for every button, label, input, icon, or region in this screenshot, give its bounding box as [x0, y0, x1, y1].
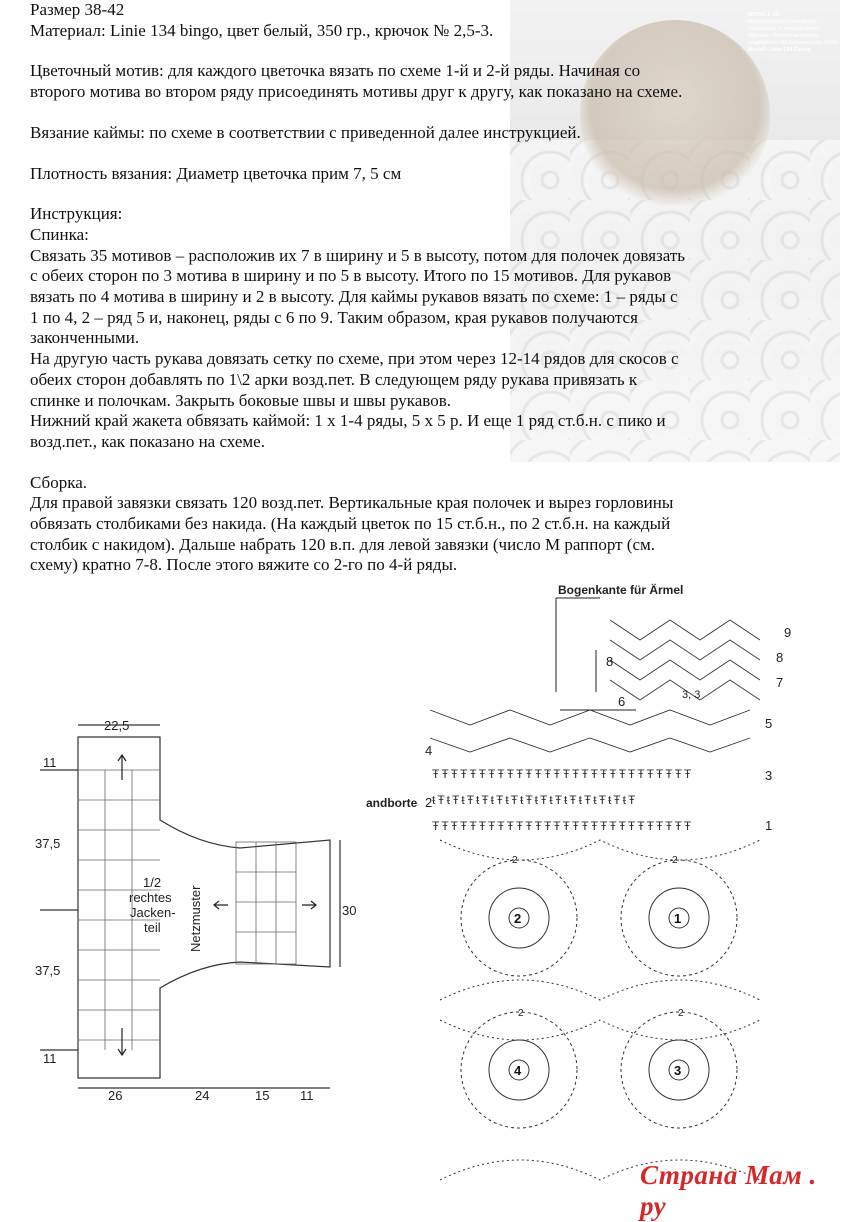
dim-bottom-w3: 15: [255, 1088, 270, 1103]
small-two-2: 2: [672, 855, 678, 866]
assembly-line-4: схему) кратно 7-8. После этого вяжите со 2-го по 4-й ряды.: [30, 555, 458, 575]
photo-caption-model: Modell: Linie 134 Candy: [748, 47, 811, 53]
sleeve-motif-grid: [236, 842, 296, 964]
size-line: Размер 38-42: [30, 0, 125, 19]
svg-text:ŧŦŧŦŧŦŧŦŧŦŧŦŧŦŧŦŧŦŧŦŧŦŧŦŧŦŧŦ: ŧŦŧŦŧŦŧŦŧŦŧŦŧŦŧŦŧŦŧŦŧŦŧŦŧŦŧŦ: [432, 793, 638, 807]
row-label-3: 3: [765, 768, 773, 783]
dim-bottom-height: 11: [43, 1051, 57, 1066]
back-line-3: вязать по 4 мотива в ширину и 2 в высоту. Для каймы рукавов вязать по схеме: 1 – ряды с: [30, 287, 678, 307]
dim-mid-height-2: 37,5: [35, 963, 61, 978]
motif-number-2: 2: [514, 911, 522, 926]
crochet-chart: [366, 582, 791, 1180]
row-marker-8: 8: [606, 654, 614, 669]
small-two-1: 2: [512, 855, 518, 866]
row-marker-6: 6: [618, 694, 626, 709]
site-watermark: Страна Мам . ру: [640, 1160, 817, 1221]
motif-line-1: Цветочный мотив: для каждого цветочка вязать по схеме 1-й и 2-й ряды. Начиная со: [30, 61, 641, 81]
jacket-label-2: rechtes: [129, 890, 172, 905]
svg-text:ŦŦŦŦŦŦŦŦŦŦŦŦŦŦŦŦŦŦŦŦŦŦŦŦŦŦŦŦ: ŦŦŦŦŦŦŦŦŦŦŦŦŦŦŦŦŦŦŦŦŦŦŦŦŦŦŦŦ: [432, 819, 694, 833]
back-line-5: законченными.: [30, 328, 140, 348]
back-title: Спинка:: [30, 224, 89, 244]
dim-bottom-w2: 24: [195, 1088, 210, 1103]
border-line: Вязание каймы: по схеме в соответствии с приведенной далее инструкцией.: [30, 122, 581, 142]
netz-label: Netzmuster: [188, 885, 203, 952]
row-label-9: 9: [784, 625, 792, 640]
assembly-title: Сборка.: [30, 472, 87, 492]
row-label-4: 4: [425, 743, 433, 758]
dim-top-width: 22,5: [104, 718, 130, 733]
small-two-3: 2: [518, 1008, 524, 1019]
row-label-1: 1: [765, 818, 773, 833]
bogen-label: Bogenkante für Ärmel: [558, 583, 684, 597]
photo-caption-text: Wunderschöne romantische Häkeljacke, in verschiedenen filigranen Mustern aufwändig gearbeitet in der Sommerfarbe Weiß.: [748, 19, 839, 46]
motif-number-4: 4: [514, 1063, 522, 1078]
dim-bottom-w1: 26: [108, 1088, 123, 1103]
stitch-rows: [432, 767, 693, 833]
edge-line-2: возд.пет., как показано на схеме.: [30, 431, 265, 451]
edge-line-1: Нижний край жакета обвязать каймой: 1 х 1-4 ряды, 5 х 5 р. И еще 1 ряд ст.б.н. с пико и: [30, 411, 666, 431]
rand-label: andborte: [366, 796, 418, 810]
row-label-7: 7: [776, 675, 784, 690]
sleeve-line-3: спинке и полочкам. Закрыть боковые швы и швы рукавов.: [30, 390, 451, 410]
row-label-2: 2: [425, 795, 433, 810]
row-label-5: 5: [765, 716, 773, 731]
back-line-2: с обеих сторон по 3 мотива в ширину и по 5 в высоту. Итого по 15 мотивов. Для рукавов: [30, 266, 672, 286]
sleeve-line-1: На другую часть рукава довязать сетку по схеме, при этом через 12-14 рядов для скосов с: [30, 349, 679, 369]
back-line-1: Связать 35 мотивов – расположив их 7 в ширину и 5 в высоту, потом для полочек довязать: [30, 245, 686, 265]
diagrams-area: [0, 580, 849, 1200]
row-label-8: 8: [776, 650, 784, 665]
assembly-line-1: Для правой завязки связать 120 возд.пет. Вертикальные края полочек и вырез горловины: [30, 493, 674, 513]
dim-top-height: 11: [43, 755, 57, 770]
dim-bottom-w4: 11: [300, 1088, 314, 1103]
motif-number-3: 3: [674, 1063, 682, 1078]
dim-mid-height-1: 37,5: [35, 836, 61, 851]
material-line: Материал: Linie 134 bingo, цвет белый, 350 гр., крючок № 2,5-3.: [30, 20, 494, 40]
sleeve-line-2: обеих сторон добавлять по 1\2 арки возд.пет. В следующем ряду рукава привязать к: [30, 369, 638, 389]
density-line: Плотность вязания: Диаметр цветочка прим 7, 5 см: [30, 163, 402, 183]
motif-line-2: второго мотива во втором ряду присоединять мотивы друг к другу, как показано на схеме.: [30, 82, 683, 102]
fan-rows: [430, 620, 760, 752]
small-two-4: 2: [678, 1008, 684, 1019]
back-line-4: 1 по 4, 2 – ряд 5 и, наконец, ряды с 6 по 9. Таким образом, края рукавов получаются: [30, 307, 638, 327]
pair-label: 3, 3: [682, 689, 701, 701]
flower-motifs: [440, 840, 760, 1180]
photo-caption-title: MODELL 14: [748, 12, 779, 18]
assembly-line-3: столбик с накидом). Дальше набрать 120 в.п. для левой завязки (число М раппорт (см.: [30, 534, 656, 554]
jacket-label-1: 1/2: [143, 875, 162, 890]
jacket-label-4: teil: [144, 920, 161, 935]
jacket-label-3: Jacken-: [130, 905, 176, 920]
svg-text:ŦŦŦŦŦŦŦŦŦŦŦŦŦŦŦŦŦŦŦŦŦŦŦŦŦŦŦŦ: ŦŦŦŦŦŦŦŦŦŦŦŦŦŦŦŦŦŦŦŦŦŦŦŦŦŦŦŦ: [432, 767, 694, 781]
instructions-text: [30, 0, 830, 576]
motif-number-1: 1: [674, 911, 682, 926]
instruction-title: Инструкция:: [30, 204, 123, 224]
dim-sleeve-height: 30: [342, 903, 357, 918]
assembly-line-2: обвязать столбиками без накида. (На каждый цветок по 15 ст.б.н., по 2 ст.б.н. на каждый: [30, 514, 671, 534]
